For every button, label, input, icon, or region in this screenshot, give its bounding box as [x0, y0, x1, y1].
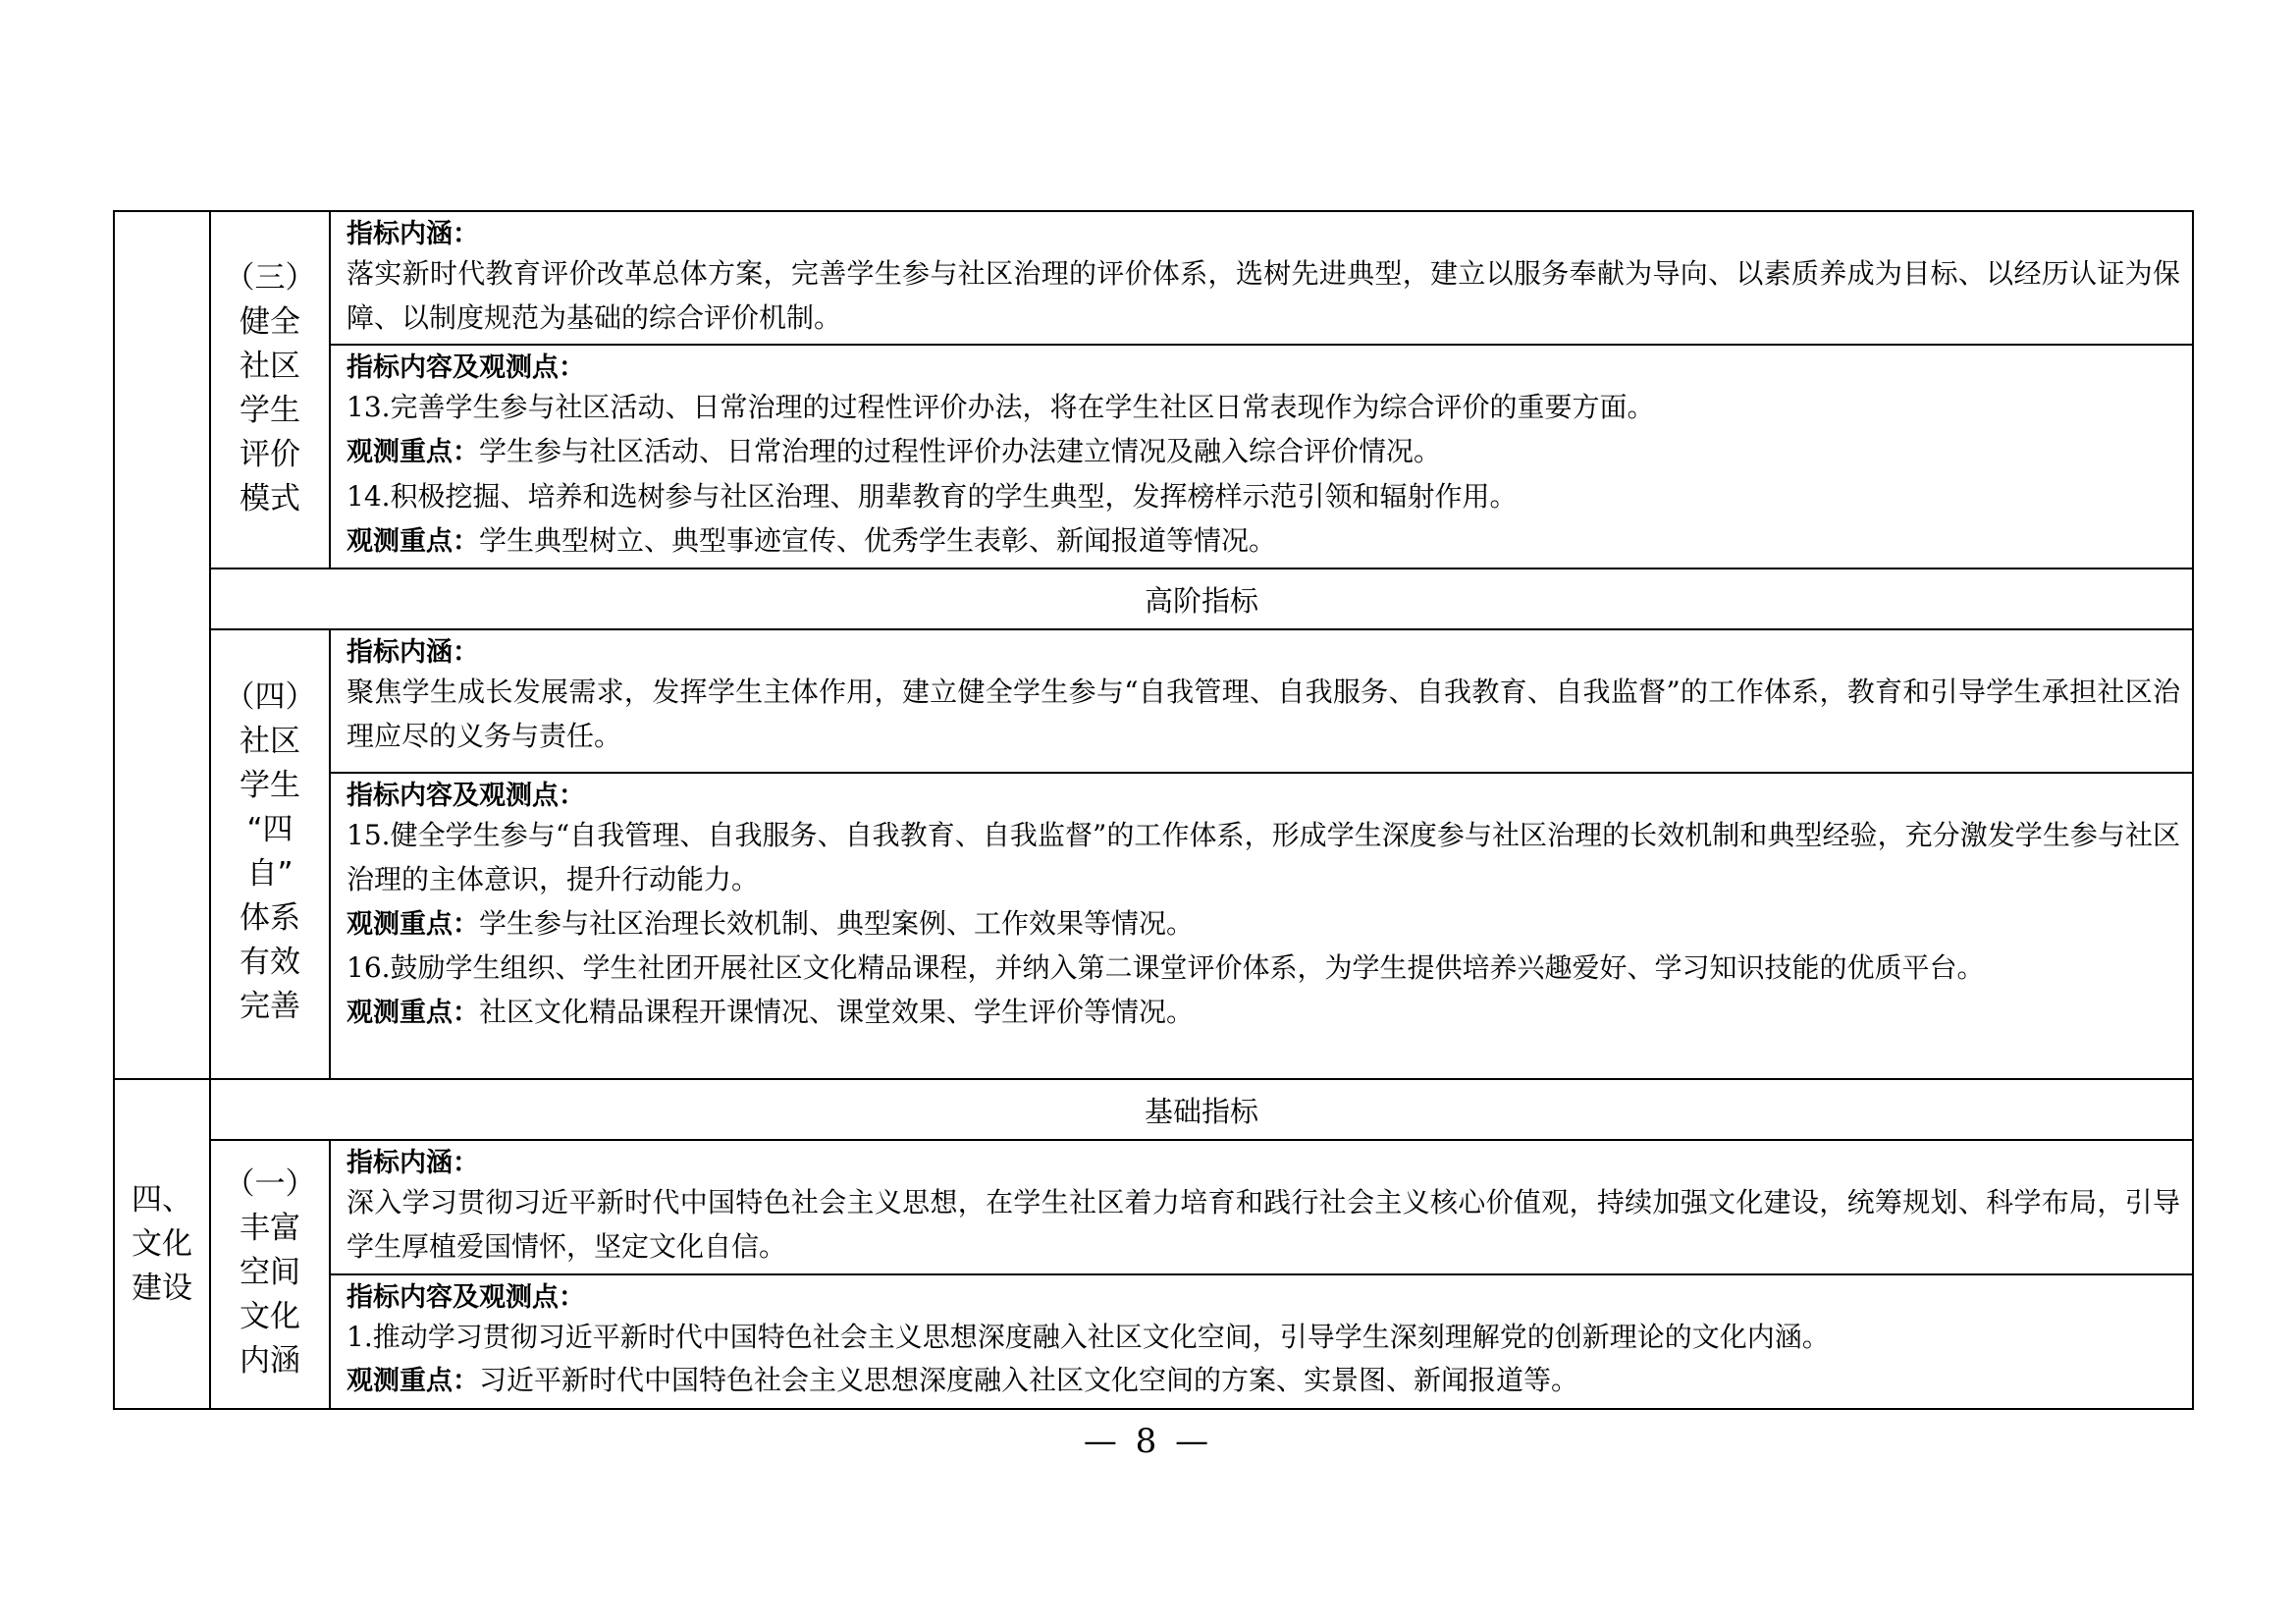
label-line: （四） [224, 679, 316, 716]
label-line: 丰富 [240, 1211, 300, 1247]
section4-1-connotation-row [114, 1140, 2193, 1273]
observation-line [347, 1359, 2180, 1404]
content-heading: 指标内容及观测点： [347, 1281, 585, 1313]
observation-label: 观测重点： [347, 525, 479, 557]
tier-basic-row [114, 1079, 2193, 1140]
label-line: 有效 [240, 945, 300, 981]
observation-label: 观测重点： [347, 908, 479, 940]
label-line: 建设 [132, 1270, 192, 1306]
label-line: 学生 [240, 393, 300, 428]
section3-content [330, 345, 2193, 568]
connotation-text: 落实新时代教育评价改革总体方案，完善学生参与社区治理的评价体系，选树先进典型，建立以服务奉献为导向、以素质养成为目标、以经历认证为保障、以制度规范为基础的综合评价机制。 [347, 257, 2180, 334]
label-line: 模式 [240, 481, 300, 516]
label-line: 内涵 [240, 1343, 300, 1380]
item-text: 1.推动学习贯彻习近平新时代中国特色社会主义思想深度融入社区文化空间，引导学生深刻理解党的创新理论的文化内涵。 [347, 1320, 1830, 1353]
section4-label [210, 629, 330, 1079]
label-line: 四、 [132, 1181, 192, 1218]
observation-label: 观测重点： [347, 1366, 479, 1397]
tier-basic: 基础指标 [210, 1079, 2193, 1140]
label-line: 文化 [132, 1225, 192, 1262]
connotation-heading: 指标内涵： [347, 219, 479, 249]
observation-line [347, 991, 2180, 1036]
label-line: 自” [246, 856, 294, 893]
content-heading: 指标内容及观测点： [347, 781, 585, 812]
section4-1-connotation [330, 1140, 2193, 1273]
section4-1-content [330, 1274, 2193, 1409]
connotation-text: 聚焦学生成长发展需求，发挥学生主体作用，建立健全学生参与“自我管理、自我服务、自我教育、自我监督”的工作体系，教育和引导学生承担社区治理应尽的义务与责任。 [347, 676, 2180, 752]
section4-connotation [330, 629, 2193, 773]
section3-connotation-row [114, 211, 2193, 345]
label-line: 社区 [240, 349, 300, 384]
section4-content-row [114, 773, 2193, 1079]
item-text: 13.完善学生参与社区活动、日常治理的过程性评价办法，将在学生社区日常表现作为综合评价的重要方面。 [347, 391, 1655, 424]
observation-line [347, 430, 2180, 475]
category4-label [114, 1079, 210, 1409]
section4-1-content-row [114, 1274, 2193, 1409]
label-line: 评价 [240, 437, 300, 472]
section4-content [330, 773, 2193, 1079]
label-line: （一） [224, 1166, 316, 1203]
observation-line [347, 519, 2180, 565]
label-line: 文化 [240, 1299, 300, 1335]
tier-advanced-row [114, 568, 2193, 629]
item-text: 14.积极挖掘、培养和选树参与社区治理、朋辈教育的学生典型，发挥榜样示范引领和辐射作用。 [347, 479, 1518, 513]
label-line: （三） [224, 260, 316, 296]
category-cell-empty [114, 211, 210, 1079]
tier-advanced: 高阶指标 [210, 568, 2193, 629]
section4-1-label [210, 1140, 330, 1409]
observation-label: 观测重点： [347, 998, 479, 1029]
section4-connotation-row [114, 629, 2193, 773]
observation-text: 学生典型树立、典型事迹宣传、优秀学生表彰、新闻报道等情况。 [479, 523, 1277, 557]
section3-content-row [114, 345, 2193, 568]
indicator-table [113, 210, 2194, 1410]
connotation-heading: 指标内涵： [347, 637, 479, 669]
observation-label: 观测重点： [347, 437, 479, 468]
label-line: 健全 [240, 304, 300, 340]
section3-label [210, 211, 330, 568]
label-line: 学生 [240, 768, 300, 804]
observation-text: 学生参与社区活动、日常治理的过程性评价办法建立情况及融入综合评价情况。 [479, 435, 1442, 468]
observation-line [347, 902, 2180, 947]
item-text: 15.健全学生参与“自我管理、自我服务、自我教育、自我监督”的工作体系，形成学生深度参与社区治理的长效机制和典型经验，充分激发学生参与社区治理的主体意识，提升行动能力。 [347, 819, 2180, 895]
content-heading: 指标内容及观测点： [347, 352, 585, 384]
item-text: 16.鼓励学生组织、学生社团开展社区文化精品课程，并纳入第二课堂评价体系，为学生提供培养兴趣爱好、学习知识技能的优质平台。 [347, 951, 1985, 985]
label-line: 空间 [240, 1255, 300, 1291]
label-line: 完善 [240, 989, 300, 1025]
label-line: 社区 [240, 724, 300, 760]
observation-text: 学生参与社区治理长效机制、典型案例、工作效果等情况。 [479, 906, 1195, 940]
page-number: — 8 — [1083, 1422, 1213, 1461]
observation-text: 习近平新时代中国特色社会主义思想深度融入社区文化空间的方案、实景图、新闻报道等。 [479, 1364, 1579, 1397]
label-line: 体系 [240, 900, 300, 937]
observation-text: 社区文化精品课程开课情况、课堂效果、学生评价等情况。 [479, 996, 1195, 1029]
connotation-text: 深入学习贯彻习近平新时代中国特色社会主义思想，在学生社区着力培育和践行社会主义核心价值观，持续加强文化建设，统筹规划、科学布局，引导学生厚植爱国情怀，坚定文化自信。 [347, 1186, 2180, 1263]
section3-connotation [330, 211, 2193, 345]
connotation-heading: 指标内涵： [347, 1148, 479, 1179]
label-line: “四 [246, 812, 294, 848]
